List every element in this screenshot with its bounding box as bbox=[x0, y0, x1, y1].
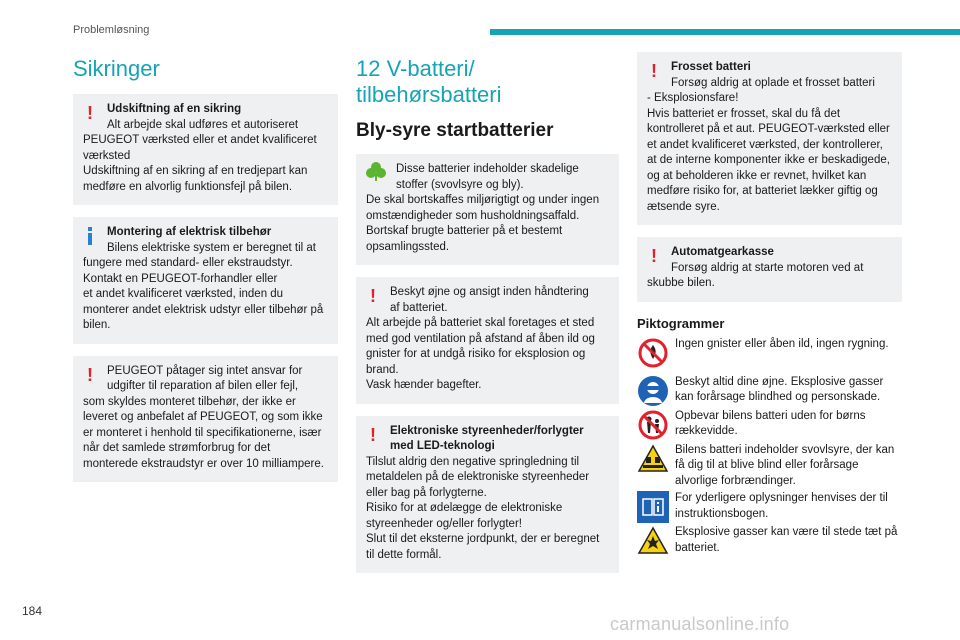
pictogram-row bbox=[637, 337, 902, 369]
box-line: PEUGEOT påtager sig intet ansvar for bbox=[107, 364, 303, 377]
pictogram-row bbox=[637, 375, 902, 407]
pictograms-title: Piktogrammer bbox=[637, 315, 725, 331]
box-line: stoffer (svovlsyre og bly). bbox=[396, 178, 524, 191]
box-heading: med LED-teknologi bbox=[390, 440, 495, 452]
pictogram-row bbox=[637, 443, 902, 490]
explosive-icon bbox=[637, 525, 669, 557]
box-line: Forsøg aldrig at starte motoren ved at bbox=[671, 261, 864, 274]
box-line: Forsøg aldrig at oplade et frosset batteri bbox=[671, 76, 875, 89]
warning-box-liability bbox=[73, 356, 338, 483]
warning-icon: ! bbox=[370, 424, 376, 445]
box-text: - Eksplosionsfare! Hvis batteriet er frosset, skal du få det kontrolleret på et aut. PEUGEOT-værksted eller et andet kvalificeret værksted, der kontrollerer, at de interne komponenter ikke er beskadigede, og at beholderen ikke er revnet, hvilket kan medføre risiko for, at batteriet lækker giftig og ætsende syre. bbox=[647, 92, 890, 213]
pictogram-text: Bilens batteri indeholder svovlsyre, der kan få dig til at blive blind eller forårsage alvorlige forbrændinger. bbox=[675, 443, 895, 487]
section-title-battery: 12 V-batteri/ tilbehørsbatteri bbox=[356, 56, 502, 107]
info-box-electrical-accessories bbox=[73, 217, 338, 344]
box-text: fungere med standard- eller ekstraudstyr. Kontakt en PEUGEOT-forhandler eller et andet kvalificeret værksted, inden du monterer andet elektrisk udstyr eller tilbehør på bilen. bbox=[83, 257, 324, 331]
no-fire-icon bbox=[637, 337, 669, 369]
warning-icon: ! bbox=[651, 61, 657, 81]
header-accent-bar bbox=[490, 29, 960, 35]
section-title-fuses: Sikringer bbox=[73, 56, 160, 81]
warning-icon: ! bbox=[370, 286, 376, 306]
warning-icon: ! bbox=[87, 103, 93, 123]
box-line: Disse batterier indeholder skadelige bbox=[396, 163, 579, 175]
warning-icon: ! bbox=[87, 364, 93, 385]
manual-icon bbox=[637, 491, 669, 523]
box-heading: Elektroniske styreenheder/forlygter bbox=[390, 424, 584, 437]
box-heading: Montering af elektrisk tilbehør bbox=[107, 226, 272, 238]
pictogram-text: Opbevar bilens batteri uden for børns rækkevidde. bbox=[675, 409, 866, 437]
pictogram-row bbox=[637, 525, 902, 557]
warning-box-protection bbox=[356, 277, 619, 404]
recycle-leaf-icon bbox=[365, 160, 387, 188]
box-text: De skal bortskaffes miljørigtigt og under ingen omstændigheder som husholdningsaffald. Bortskaf brugte batterier på et bestemt opsamlingssted. bbox=[366, 194, 600, 253]
column-fuses bbox=[73, 52, 338, 494]
box-text: skubbe bilen. bbox=[647, 277, 715, 289]
page-number: 184 bbox=[22, 604, 43, 618]
warning-icon: ! bbox=[651, 246, 657, 266]
section-header: Problemløsning bbox=[73, 24, 150, 36]
column-battery-cont bbox=[637, 52, 902, 559]
pictogram-text: Beskyt altid dine øjne. Eksplosive gasser kan forårsage blindhed og personskade. bbox=[675, 375, 884, 403]
subtitle-lead-acid: Bly-syre startbatterier bbox=[356, 120, 554, 141]
corrosive-icon bbox=[637, 443, 669, 475]
pictogram-text: Ingen gnister eller åben ild, ingen rygning. bbox=[675, 337, 889, 350]
warning-box-fuse-replacement bbox=[73, 94, 338, 205]
box-heading: Udskiftning af en sikring bbox=[107, 103, 242, 115]
pictogram-text: For yderligere oplysninger henvises der til instruktionsbogen. bbox=[675, 492, 888, 520]
box-heading: Frosset batteri bbox=[671, 61, 751, 73]
column-battery bbox=[356, 52, 619, 585]
watermark: carmanualsonline.info bbox=[610, 614, 790, 634]
pictogram-row bbox=[637, 491, 902, 523]
box-text: Tilslut aldrig den negative springledning til metaldelen på de elektroniske styreenheder eller bag på forlygterne. Risiko for at ødelægge de elektroniske styreenheder og/eller forlygter! Slut til det eksterne jordpunkt, der er beregnet til dette formål. bbox=[366, 455, 600, 561]
pictogram-text: Eksplosive gasser kan være til stede tæt på batteriet. bbox=[675, 526, 898, 554]
warning-box-automatic-gearbox bbox=[637, 237, 902, 302]
box-text: som skyldes monteret tilbehør, der ikke er leveret og anbefalet af PEUGEOT, og som ikke er monteret i henhold til specifikationerne, især når det samlede strømforbrug for det monterede ekstraudstyr er over 10 milliampere. bbox=[83, 395, 324, 470]
box-line: Alt arbejde skal udføres et autoriseret bbox=[107, 118, 299, 131]
box-line: udgifter til reparation af bilen eller fejl, bbox=[107, 380, 299, 392]
eco-box-disposal bbox=[356, 154, 619, 265]
info-icon bbox=[85, 227, 92, 245]
warning-box-electronic-units bbox=[356, 416, 619, 574]
keep-away-children-icon bbox=[637, 409, 669, 441]
box-text: Alt arbejde på batteriet skal foretages et sted med god ventilation på afstand af åben ild og gnister for at undgå risiko for eksplosion og brand. Vask hænder bagefter. bbox=[366, 317, 595, 391]
eye-protection-icon bbox=[637, 375, 669, 407]
box-text: PEUGEOT værksted eller et andet kvalificeret værksted Udskiftning af en sikring af en tredjepart kan medføre en alvorlig funktionsfejl på bilen. bbox=[83, 134, 317, 193]
pictogram-row bbox=[637, 409, 902, 441]
box-line: Bilens elektriske system er beregnet til at bbox=[107, 241, 317, 254]
box-heading: Automatgearkasse bbox=[671, 246, 774, 258]
box-line: af batteriet. bbox=[390, 301, 448, 314]
box-line: Beskyt øjne og ansigt inden håndtering bbox=[390, 286, 589, 298]
warning-box-frozen-battery bbox=[637, 52, 902, 225]
